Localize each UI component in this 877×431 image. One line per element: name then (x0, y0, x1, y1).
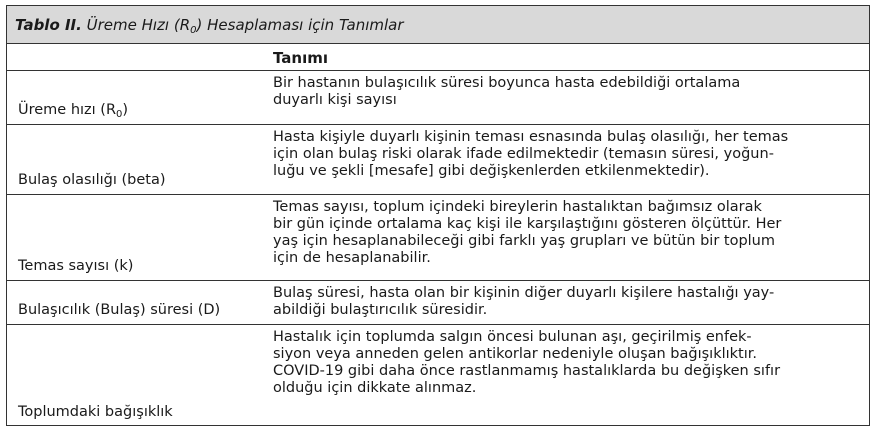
definition-cell (273, 329, 861, 397)
definition-line: olduğu için dikkate alınmaz. (273, 380, 477, 396)
definition-line: yaş için hesaplanabileceği gibi farklı yaş grupları ve bütün bir toplum (273, 233, 775, 249)
definition-line: Hastalık için toplumda salgın öncesi bulunan aşı, geçirilmiş enfek- (273, 329, 752, 345)
table-row (7, 71, 869, 125)
definition-cell (273, 285, 861, 319)
definition-line: Temas sayısı, toplum içindeki bireylerin hastalıktan bağımsız olarak (273, 199, 762, 215)
table-title-post: ) Hesaplaması için Tanımlar (196, 16, 404, 34)
term-subscript: 0 (116, 109, 123, 120)
definition-line: siyon veya anneden gelen antikorlar nedeniyle oluşan bağışıklıktır. (273, 346, 758, 362)
table-row (7, 281, 869, 325)
term-cell: Bulaş olasılığı (beta) (18, 172, 166, 188)
definition-line: Bir hastanın bulaşıcılık süresi boyunca hasta edebildiği ortalama (273, 75, 741, 91)
table-label: Tablo II. (15, 16, 82, 34)
table-title (87, 16, 404, 34)
definition-line: abildiği bulaştırıcılık süresidir. (273, 302, 488, 318)
definition-line: COVID-19 gibi daha önce rastlanmamış hastalıklarda bu değişken sıfır (273, 363, 781, 379)
term-cell: Bulaşıcılık (Bulaş) süresi (D) (18, 302, 221, 318)
definition-line: bir gün içinde ortalama kaç kişi ile karşılaştığını gösteren ölçüttür. Her (273, 216, 782, 232)
table-caption (7, 6, 869, 44)
definition-line: Bulaş süresi, hasta olan bir kişinin diğer duyarlı kişilere hastalığı yay- (273, 285, 775, 301)
definition-line: luğu ve şekli [mesafe] gibi değişkenlerden etkilenmektedir). (273, 163, 710, 179)
definition-cell (273, 129, 861, 180)
table-row (7, 125, 869, 195)
table-title-subscript: 0 (190, 25, 197, 36)
table-row (7, 325, 869, 426)
table-header (7, 44, 869, 71)
table-title-pre: Üreme Hızı (R (86, 16, 191, 34)
term-text: Üreme hızı (R (18, 102, 117, 118)
definition-line: için de hesaplanabilir. (273, 250, 431, 266)
definition-cell (273, 199, 861, 267)
term-cell (18, 102, 128, 119)
table-row (7, 195, 869, 281)
definition-cell (273, 75, 861, 109)
definition-line: Hasta kişiyle duyarlı kişinin teması esnasında bulaş olasılığı, her temas (273, 129, 789, 145)
definitions-table (6, 5, 870, 426)
definition-line: için olan bulaş riski olarak ifade edilmektedir (temasın süresi, yoğun- (273, 146, 774, 162)
term-cell: Temas sayısı (k) (18, 258, 134, 274)
definition-column-header: Tanımı (273, 49, 329, 67)
definition-line: duyarlı kişi sayısı (273, 92, 397, 108)
term-text-end: ) (122, 102, 129, 118)
term-cell: Toplumdaki bağışıklık (18, 404, 173, 420)
